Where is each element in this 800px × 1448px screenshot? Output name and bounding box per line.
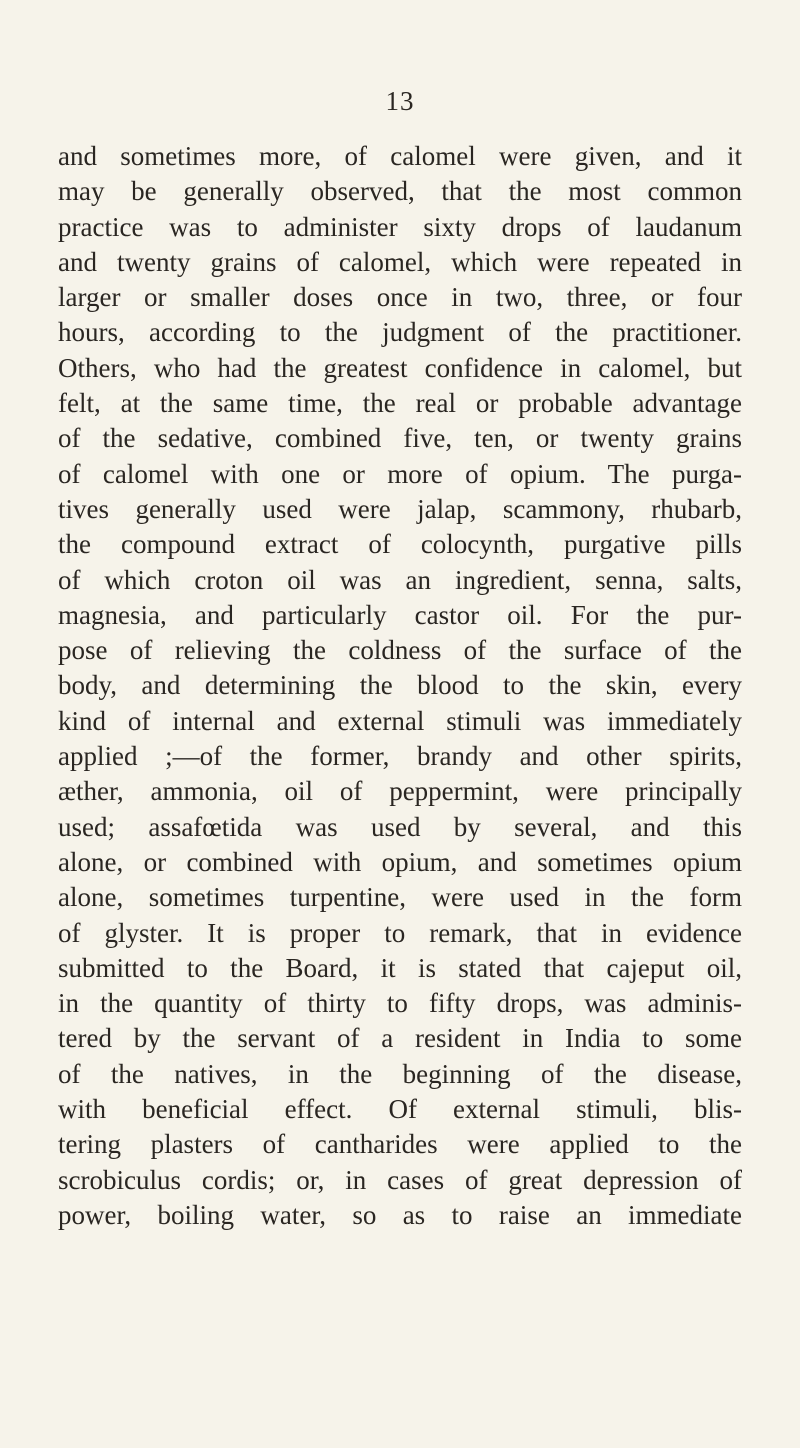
text-line: tered by the servant of a resident in India to some: [58, 1023, 742, 1054]
text-line: may be generally observed, that the most common: [58, 176, 742, 207]
text-line: of the natives, in the beginning of the disease,: [58, 1058, 742, 1089]
text-line: alone, sometimes turpentine, were used in the form: [58, 882, 742, 913]
text-line: with beneficial effect. Of external stimuli, blis-: [58, 1094, 742, 1125]
text-line: submitted to the Board, it is stated that cajeput oil,: [58, 952, 742, 983]
text-line: felt, at the same time, the real or probable advantage: [58, 388, 742, 419]
text-line: in the quantity of thirty to fifty drops, was adminis-: [58, 988, 742, 1019]
text-line: of calomel with one or more of opium. The purga-: [58, 458, 742, 489]
text-line: the compound extract of colocynth, purgative pills: [58, 529, 742, 560]
text-line: magnesia, and particularly castor oil. For the pur-: [58, 599, 742, 630]
text-line: applied ;—of the former, brandy and other spirits,: [58, 741, 742, 772]
text-line: power, boiling water, so as to raise an immediate: [58, 1199, 742, 1230]
text-line: hours, according to the judgment of the practitioner.: [58, 317, 742, 348]
text-line: used; assafœtida was used by several, and this: [58, 811, 742, 842]
text-line: practice was to administer sixty drops of laudanum: [58, 211, 742, 242]
text-line: of the sedative, combined five, ten, or twenty grains: [58, 423, 742, 454]
text-line: kind of internal and external stimuli was immediately: [58, 705, 742, 736]
text-line: larger or smaller doses once in two, three, or four: [58, 282, 742, 313]
text-line: Others, who had the greatest confidence in calomel, but: [58, 352, 742, 383]
text-line: and sometimes more, of calomel were given, and it: [58, 141, 742, 171]
text-line: æther, ammonia, oil of peppermint, were principally: [58, 776, 742, 807]
text-line: scrobiculus cordis; or, in cases of great depression of: [58, 1164, 742, 1195]
text-line: body, and determining the blood to the skin, every: [58, 670, 742, 701]
page-number: 13: [385, 86, 415, 116]
text-line: alone, or combined with opium, and sometimes opium: [58, 846, 742, 877]
body-text: [58, 139, 742, 1233]
text-line: pose of relieving the coldness of the surface of the: [58, 635, 742, 666]
text-line: of which croton oil was an ingredient, senna, salts,: [58, 564, 742, 595]
text-line: of glyster. It is proper to remark, that in evidence: [58, 917, 742, 948]
text-line: tering plasters of cantharides were applied to the: [58, 1129, 742, 1160]
text-line: and twenty grains of calomel, which were repeated in: [58, 246, 742, 277]
text-line: tives generally used were jalap, scammony, rhubarb,: [58, 493, 742, 524]
